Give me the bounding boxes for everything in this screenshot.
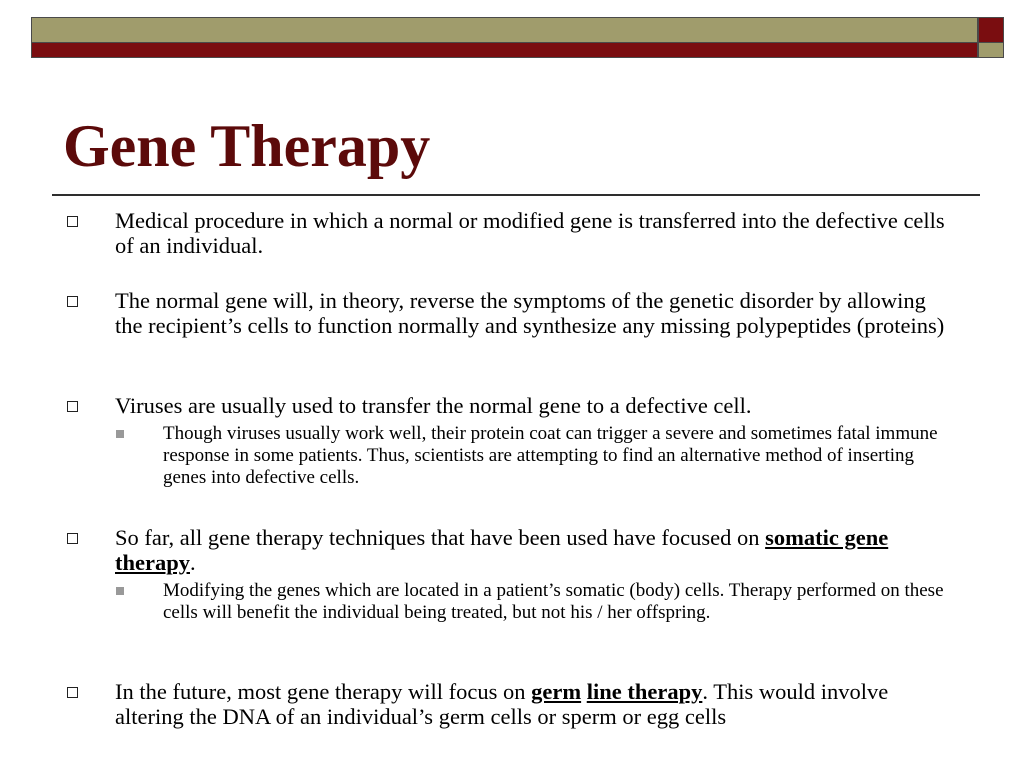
sub-bullet-text: Though viruses usually work well, their protein coat can trigger a severe and sometimes fatal immune response in some patients. Thus, scientists are attempting to find an alternative method of inserting genes into defective cells. [163,423,938,488]
square-bullet-icon [67,533,78,544]
header-band-maroon [31,42,978,58]
germ-term: germ [531,679,582,704]
header-band-olive [31,17,978,43]
bullet-text: Viruses are usually used to transfer the normal gene to a defective cell. [115,393,752,418]
square-bullet-icon [67,687,78,698]
bullet-text-part: So far, all gene therapy techniques that have been used have focused on [115,525,766,550]
line-therapy-term: line therapy [586,679,703,704]
header-corner-olive [978,42,1004,58]
bullet-text-part: . [190,550,196,575]
title-divider [52,194,980,196]
filled-square-bullet-icon [116,587,124,595]
header-corner-maroon [978,17,1004,43]
bullet-text: The normal gene will, in theory, reverse the symptoms of the genetic disorder by allowing the recipient’s cells to function normally and synthesize any missing polypeptides (proteins) [115,288,945,338]
slide-title: Gene Therapy [63,113,431,179]
square-bullet-icon [67,296,78,307]
square-bullet-icon [67,401,78,412]
bullet-text: Medical procedure in which a normal or modified gene is transferred into the defective cells of an individual. [115,208,945,258]
bullet-text-part: In the future, most gene therapy will focus on [115,679,532,704]
bullet-text [115,525,950,575]
bullet-text-part: . This would involve altering the DNA of an individual’s germ cells or sperm or egg cells [115,679,889,729]
somatic-gene-therapy-term: somatic gene therapy [115,525,889,575]
sub-bullet-text: Modifying the genes which are located in a patient’s somatic (body) cells. Therapy performed on these cells will benefit the individual being treated, but not his / her offspring. [163,580,944,623]
filled-square-bullet-icon [116,430,124,438]
bullet-text [115,679,950,729]
square-bullet-icon [67,216,78,227]
